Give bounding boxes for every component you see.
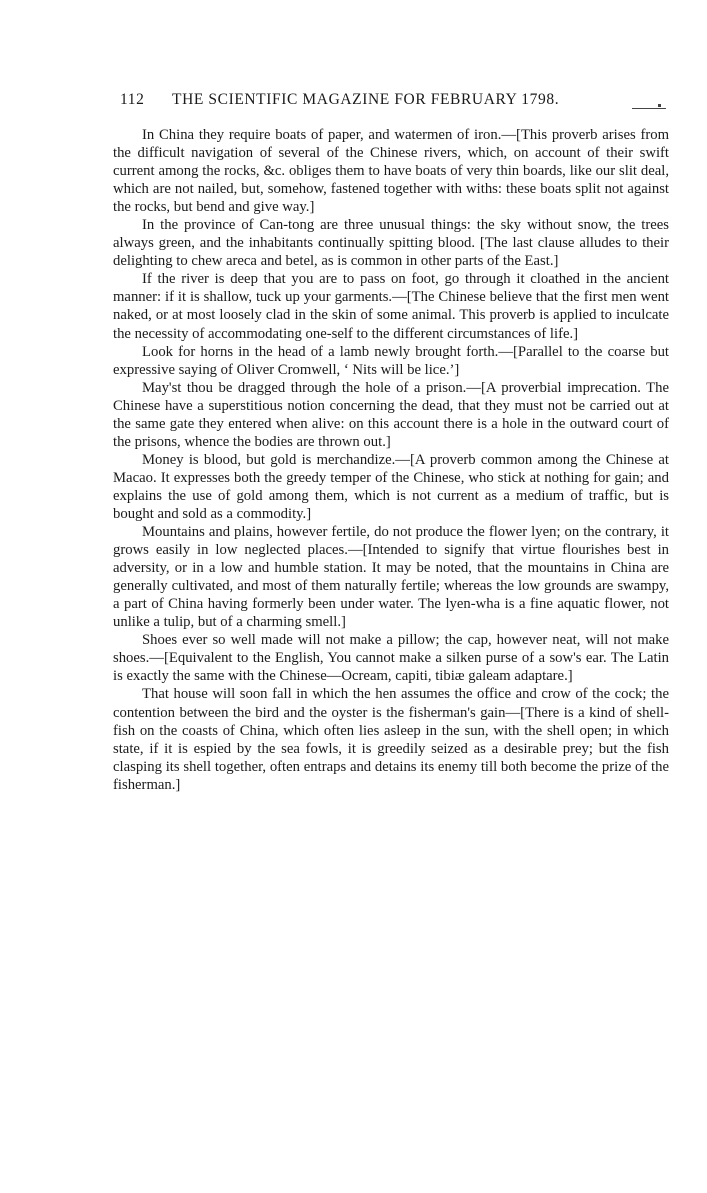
- paragraph-boats-of-paper: In China they require boats of paper, and watermen of iron.—[This proverb arises from the difficult navigation of several of the Chinese rivers, which, on account of their swift current among the rocks, &c. obliges them to have boats of very thin boards, like our slit deal, which are not nailed, but, somehow, fastened together with withs: these boats split not against the rocks, but bend and give way.]: [113, 127, 669, 216]
- printer-mark-dot: [658, 104, 661, 107]
- paragraph-shoes-pillow: Shoes ever so well made will not make a pillow; the cap, however neat, will not make shoes.—[Equivalent to the English, You cannot make a silken purse of a sow's ear. The Latin is exactly the same with the Chinese—Ocream, capiti, tibiæ galeam adaptare.]: [113, 632, 669, 685]
- paragraph-flower-lyen: Mountains and plains, however fertile, do not produce the flower lyen; on the contrary, it grows easily in low neglected places.—[Intended to signify that virtue flourishes best in adversity, or in a low and humble station. It may be noted, that the mountains in China are generally cultivated, and most of them naturally fertile; whereas the low grounds are swampy, a part of China having formerly been under water. The lyen-wha is a fine aquatic flower, not unlike a tulip, but of a charming smell.]: [113, 524, 669, 631]
- paragraph-river-deep: If the river is deep that you are to pass on foot, go through it cloathed in the ancient manner: if it is shallow, tuck up your garments.—[The Chinese believe that the first men went naked, or at most loosely clad in the skin of some animal. This proverb is applied to inculcate the necessity of accommodating one-self to the different circumstances of life.]: [113, 271, 669, 342]
- paragraph-prison-hole: May'st thou be dragged through the hole of a prison.—[A proverbial imprecation. The Chinese have a superstitious notion concerning the dead, that they must not be carried out at the same gate they entered when alive: on this account there is a hole in the outward court of the prisons, whence the bodies are thrown out.]: [113, 379, 669, 450]
- page-number: 112: [120, 91, 145, 108]
- body-text: [113, 126, 669, 794]
- paragraph-horns-lamb: Look for horns in the head of a lamb newly brought forth.—[Parallel to the coarse but expressive saying of Oliver Cromwell, ‘ Nits will be lice.’]: [113, 343, 669, 378]
- printer-mark: [632, 108, 666, 109]
- running-title: THE SCIENTIFIC MAGAZINE FOR FEBRUARY 1798.: [172, 91, 560, 108]
- paragraph-money-blood: Money is blood, but gold is merchandize.—[A proverb common among the Chinese at Macao. It expresses both the greedy temper of the Chinese, who stick at nothing for gain; and explains the use of gold among them, which is not current as a medium of traffic, but is bought and sold as a commodity.]: [113, 451, 669, 522]
- running-head: [120, 91, 675, 113]
- paragraph-hen-oyster: That house will soon fall in which the hen assumes the office and crow of the cock; the contention between the bird and the oyster is the fisherman's gain—[There is a kind of shell-fish on the coasts of China, which often lies asleep in the sun, with the shell open; in which state, if it is espied by the sea fowls, it is greedily seized as a desirable prey; but the fish clasping its shell together, often entraps and detains its enemy till both become the prize of the fisherman.]: [113, 686, 669, 793]
- paragraph-can-tong: In the province of Can-tong are three unusual things: the sky without snow, the trees always green, and the inhabitants continually spitting blood. [The last clause alludes to their delighting to chew areca and betel, as is common in other parts of the East.]: [113, 217, 669, 270]
